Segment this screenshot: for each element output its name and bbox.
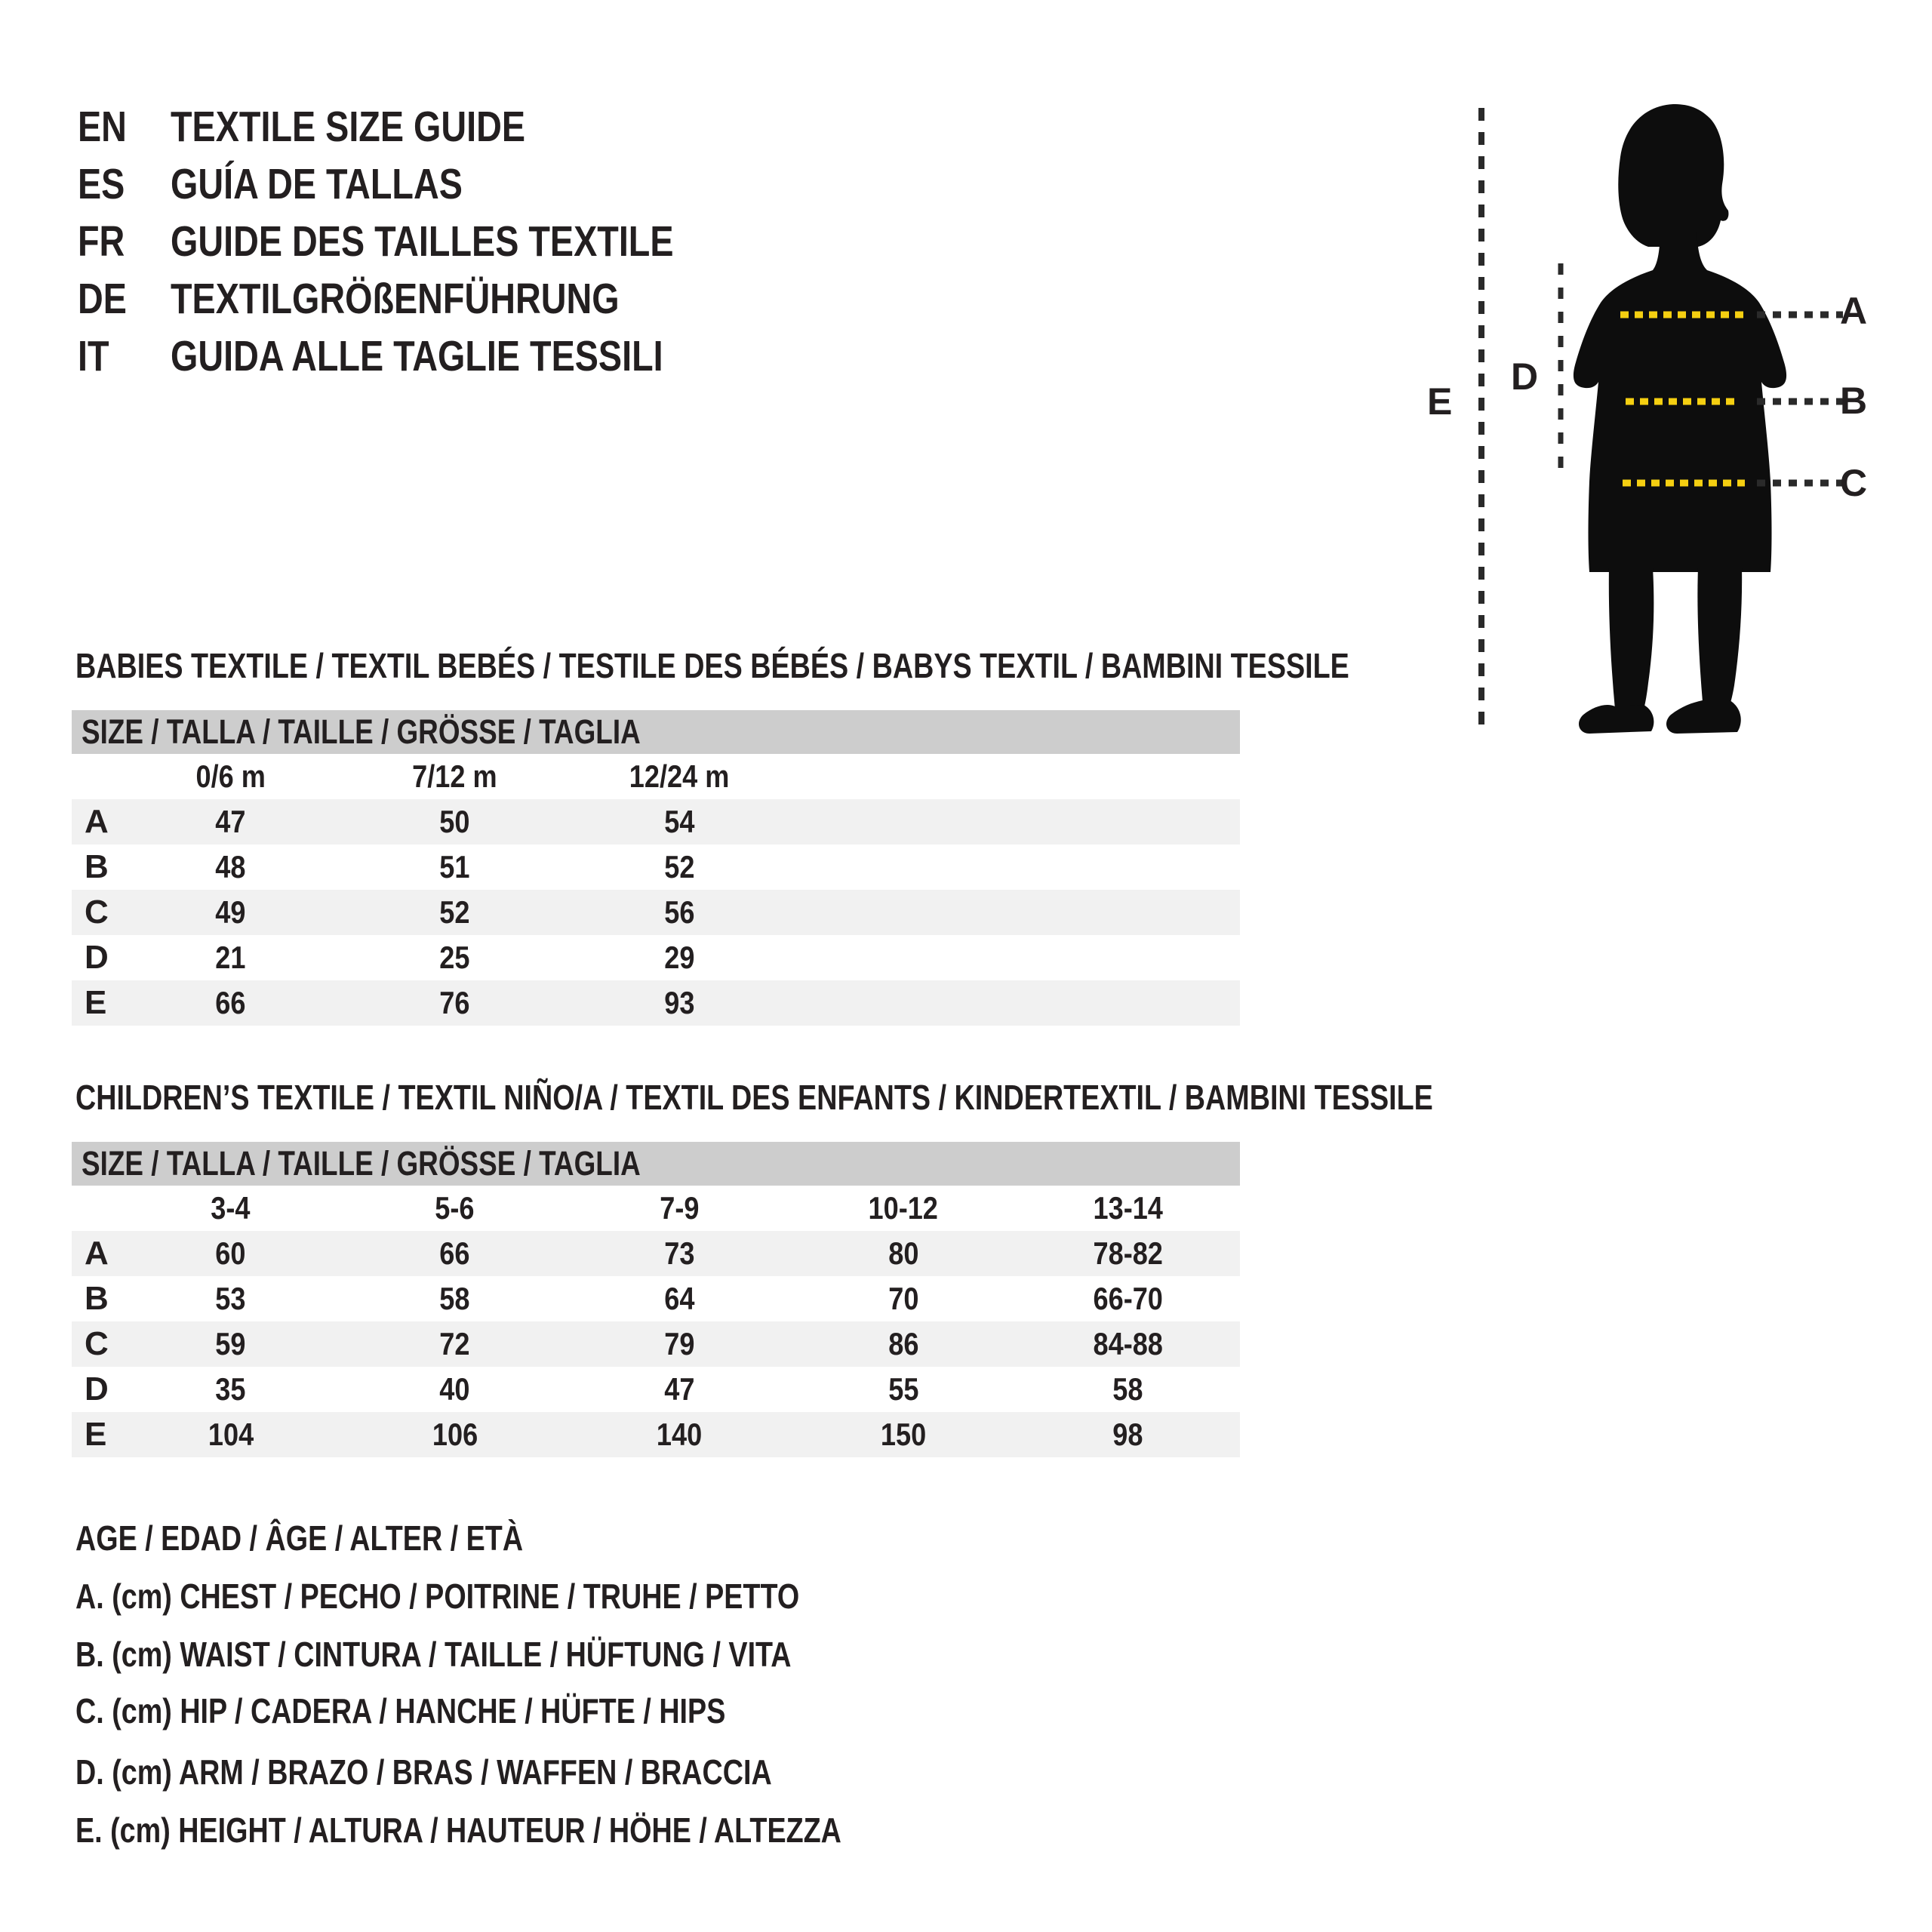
table-cell: 140 [656,1417,703,1452]
table-cell: 52 [439,894,470,930]
babies-size-header-bar: SIZE / TALLA / TAILLE / GRÖSSE / TAGLIA [72,710,1240,754]
table-cell: 40 [439,1371,470,1407]
table-cell: 98 [1112,1417,1143,1452]
lang-row-it [78,328,784,385]
babies-size-table [72,710,1240,1026]
lang-title: GUIDE DES TAILLES TEXTILE [171,217,674,266]
lang-code: EN [78,103,127,151]
table-row [72,890,1240,935]
table-cell: 50 [439,804,470,839]
table-cell: 66 [439,1235,470,1271]
table-cell: 54 [663,804,695,839]
table-cell: 66 [215,985,246,1020]
column-header: 7/12 m [412,758,498,794]
table-cell: 106 [432,1417,478,1452]
lang-title: TEXTILE SIZE GUIDE [171,103,526,151]
column-header: 5-6 [435,1190,475,1226]
row-label: E [85,1416,107,1453]
table-row [72,935,1240,980]
table-row [72,799,1240,844]
lang-code: IT [78,332,109,380]
table-row [72,1231,1240,1276]
lang-title: TEXTILGRÖßENFÜHRUNG [171,275,620,323]
table-row [72,1367,1240,1412]
table-cell: 21 [215,940,246,975]
table-cell: 58 [439,1281,470,1316]
lang-title: GUÍA DE TALLAS [171,160,463,208]
table-cell: 47 [215,804,246,839]
lang-title: GUIDA ALLE TAGLIE TESSILI [171,332,663,380]
child-silhouette [1574,104,1786,734]
column-header: 13-14 [1093,1190,1163,1226]
legend-hip-line: C. (cm) HIP / CADERA / HANCHE / HÜFTE / HIPS [75,1691,726,1730]
row-label: C [85,1325,109,1362]
table-cell: 80 [888,1235,919,1271]
legend-age-line: AGE / EDAD / ÂGE / ALTER / ETÀ [75,1518,524,1558]
table-cell: 104 [208,1417,254,1452]
row-label: A [85,803,109,840]
table-cell: 48 [215,849,246,884]
table-cell: 78-82 [1093,1235,1163,1271]
table-cell: 150 [881,1417,927,1452]
table-cell: 29 [663,940,695,975]
lang-row-de [78,270,784,328]
column-header: 3-4 [211,1190,251,1226]
row-label: B [85,848,109,885]
silhouette-left-leg [1609,568,1654,709]
table-cell: 84-88 [1093,1326,1163,1361]
row-label: D [85,939,109,976]
legend-waist-line: B. (cm) WAIST / CINTURA / TAILLE / HÜFTUNG / VITA [75,1635,792,1674]
table-cell: 53 [215,1281,246,1316]
table-cell: 47 [663,1371,695,1407]
silhouette-torso [1574,232,1786,572]
table-row [72,1412,1240,1457]
children-size-header-bar: SIZE / TALLA / TAILLE / GRÖSSE / TAGLIA [72,1142,1240,1186]
table-cell: 86 [888,1326,919,1361]
children-size-table [72,1142,1240,1457]
table-cell: 25 [439,940,470,975]
lang-row-en [78,98,784,155]
figure-label-b: B [1840,380,1868,422]
table-cell: 73 [663,1235,695,1271]
column-header: 7-9 [659,1190,700,1226]
table-cell: 52 [663,849,695,884]
table-cell: 79 [663,1326,695,1361]
table-cell: 60 [215,1235,246,1271]
table-cell: 51 [439,849,470,884]
row-label: D [85,1371,109,1407]
table-row [72,1276,1240,1321]
table-cell: 93 [663,985,695,1020]
table-cell: 49 [215,894,246,930]
legend-chest-line: A. (cm) CHEST / PECHO / POITRINE / TRUHE / PETTO [75,1577,800,1616]
column-header: 12/24 m [629,758,730,794]
legend-height-line: E. (cm) HEIGHT / ALTURA / HAUTEUR / HÖHE / ALTEZZA [75,1810,841,1850]
figure-label-c: C [1840,462,1868,504]
silhouette-head [1618,104,1728,247]
table-cell: 72 [439,1326,470,1361]
silhouette-right-shoe [1666,700,1741,734]
children-column-header-row [72,1186,1240,1231]
language-title-list [78,98,784,385]
legend-arm-line: D. (cm) ARM / BRAZO / BRAS / WAFFEN / BRACCIA [75,1752,772,1792]
table-cell: 76 [439,985,470,1020]
table-cell: 58 [1112,1371,1143,1407]
lang-code: FR [78,217,125,266]
lang-code: ES [78,160,125,208]
figure-label-e: E [1427,380,1453,423]
table-cell: 64 [663,1281,695,1316]
silhouette-left-shoe [1579,705,1654,734]
row-label: E [85,984,107,1021]
babies-section-title: BABIES TEXTILE / TEXTIL BEBÉS / TESTILE DES BÉBÉS / BABYS TEXTIL / BAMBINI TESSILE [75,646,1349,685]
row-label: C [85,894,109,931]
table-row [72,844,1240,890]
lang-code: DE [78,275,127,323]
row-label: A [85,1235,109,1272]
lang-row-fr [78,213,784,270]
lang-row-es [78,155,784,213]
table-cell: 59 [215,1326,246,1361]
figure-label-a: A [1840,290,1868,332]
table-cell: 56 [663,894,695,930]
figure-label-d: D [1511,355,1539,398]
table-cell: 55 [888,1371,919,1407]
table-cell: 35 [215,1371,246,1407]
table-cell: 70 [888,1281,919,1316]
silhouette-right-leg [1697,568,1742,705]
table-row [72,980,1240,1026]
children-section-title: CHILDREN’S TEXTILE / TEXTIL NIÑO/A / TEXTIL DES ENFANTS / KINDERTEXTIL / BAMBINI TESSILE [75,1078,1433,1117]
column-header: 0/6 m [195,758,266,794]
table-row [72,1321,1240,1367]
column-header: 10-12 [869,1190,939,1226]
table-cell: 66-70 [1093,1281,1163,1316]
babies-column-header-row [72,754,1240,799]
row-label: B [85,1280,109,1317]
